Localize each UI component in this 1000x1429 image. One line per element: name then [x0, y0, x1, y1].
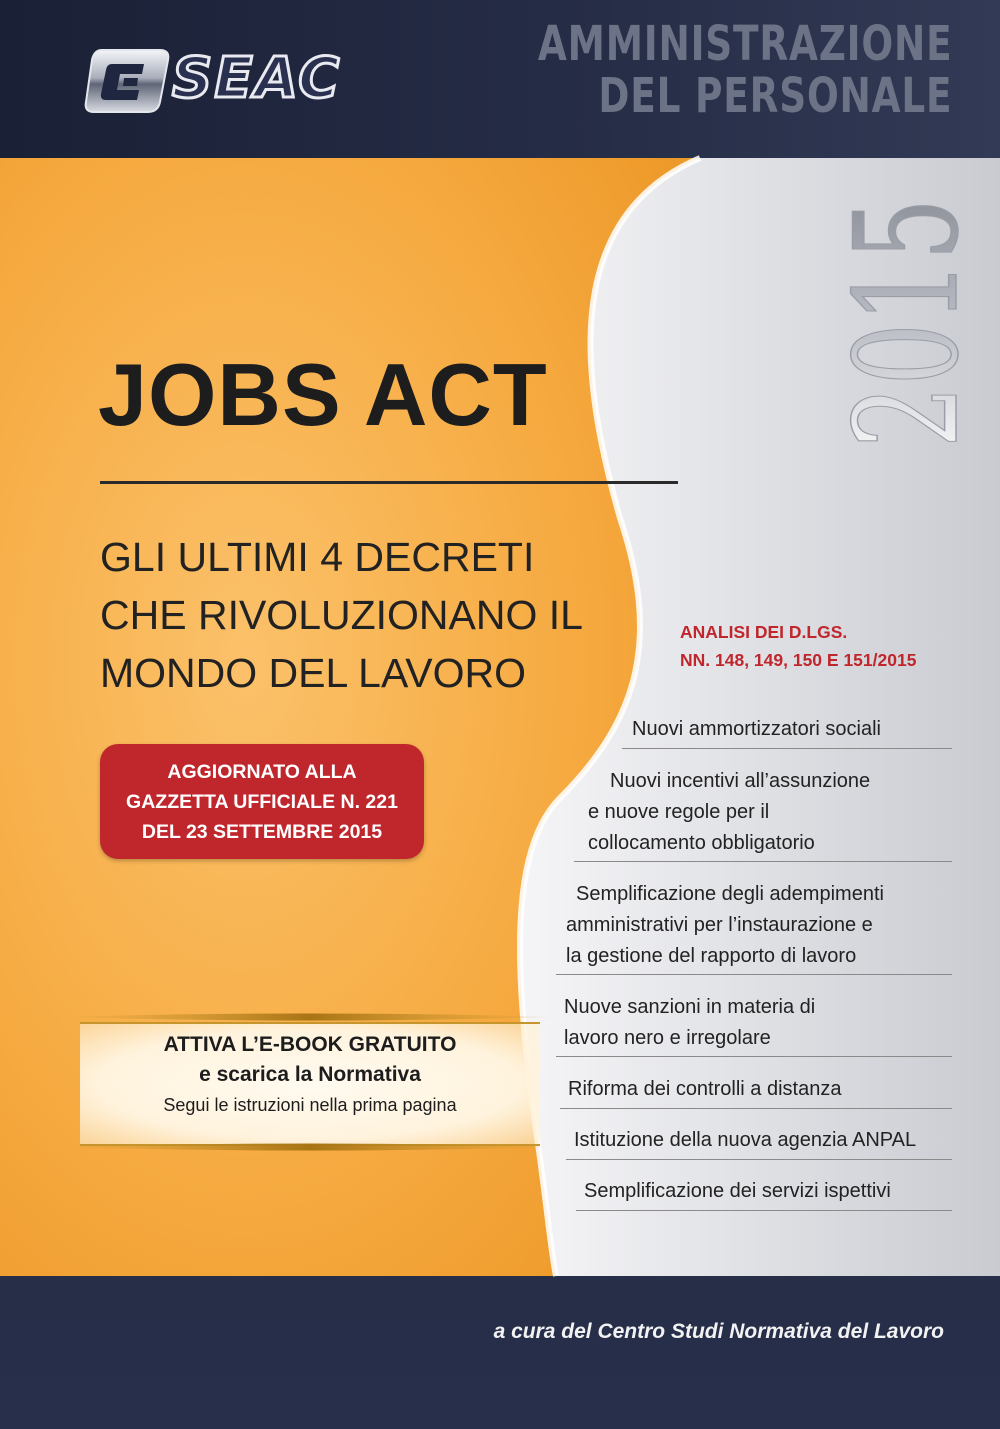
topic-line: la gestione del rapporto di lavoro — [566, 945, 857, 967]
topic-line: Istituzione della nuova agenzia ANPAL — [574, 1129, 917, 1151]
top-band — [0, 0, 1000, 158]
topic-line: Riforma dei controlli a distanza — [568, 1078, 842, 1100]
year-label — [825, 86, 990, 458]
update-badge-line-1: AGGIORNATO ALLA — [167, 760, 357, 783]
ebook-line-3: Segui le istruzioni nella prima pagina — [163, 1095, 457, 1115]
book-title: JOBS ACT — [98, 345, 548, 444]
topic-line: Nuovi ammortizzatori sociali — [632, 718, 881, 740]
ebook-banner — [60, 1012, 560, 1152]
ebook-top-ornament — [60, 1012, 560, 1022]
topic-line: lavoro nero e irregolare — [564, 1027, 771, 1049]
ebook-bottom-ornament — [60, 1142, 560, 1152]
update-badge-line-3: DEL 23 SETTEMBRE 2015 — [141, 820, 383, 843]
title-divider — [100, 481, 678, 484]
topic-line: Nuovi incentivi all’assunzione — [610, 770, 871, 792]
ebook-line-2: e scarica la Normativa — [199, 1063, 421, 1086]
series-title-line-2: DEL PERSONALE — [597, 68, 952, 124]
book-subtitle — [100, 528, 583, 702]
series-title — [537, 18, 952, 122]
topic-line: Nuove sanzioni in materia di — [564, 996, 816, 1018]
publisher-name: SEAC — [172, 46, 342, 111]
topic-line: Semplificazione dei servizi ispettivi — [584, 1180, 891, 1202]
topic-line: e nuove regole per il — [588, 801, 770, 823]
subtitle-line-3: MONDO DEL LAVORO — [100, 650, 527, 696]
analysis-line-2: NN. 148, 149, 150 E 151/2015 — [680, 650, 917, 670]
topic-line: collocamento obbligatorio — [588, 832, 815, 854]
editor-credit: a cura del Centro Studi Normativa del Lavoro — [493, 1320, 944, 1343]
topic-line: Semplificazione degli adempimenti — [576, 883, 884, 905]
svg-text:2015: 2015 — [825, 86, 990, 448]
update-badge — [100, 744, 424, 859]
ebook-line-1: ATTIVA L’E-BOOK GRATUITO — [163, 1033, 457, 1056]
topic-line: amministrativi per l’instaurazione e — [566, 914, 873, 936]
update-badge-line-2: GAZZETTA UFFICIALE N. 221 — [126, 790, 398, 813]
analysis-line-1: ANALISI DEI D.LGS. — [680, 622, 848, 642]
subtitle-line-1: GLI ULTIMI 4 DECRETI — [100, 534, 535, 580]
analysis-heading — [680, 618, 916, 674]
series-title-line-1: AMMINISTRAZIONE — [537, 16, 952, 72]
subtitle-line-2: CHE RIVOLUZIONANO IL — [100, 592, 583, 638]
ebook-text — [80, 1030, 540, 1120]
